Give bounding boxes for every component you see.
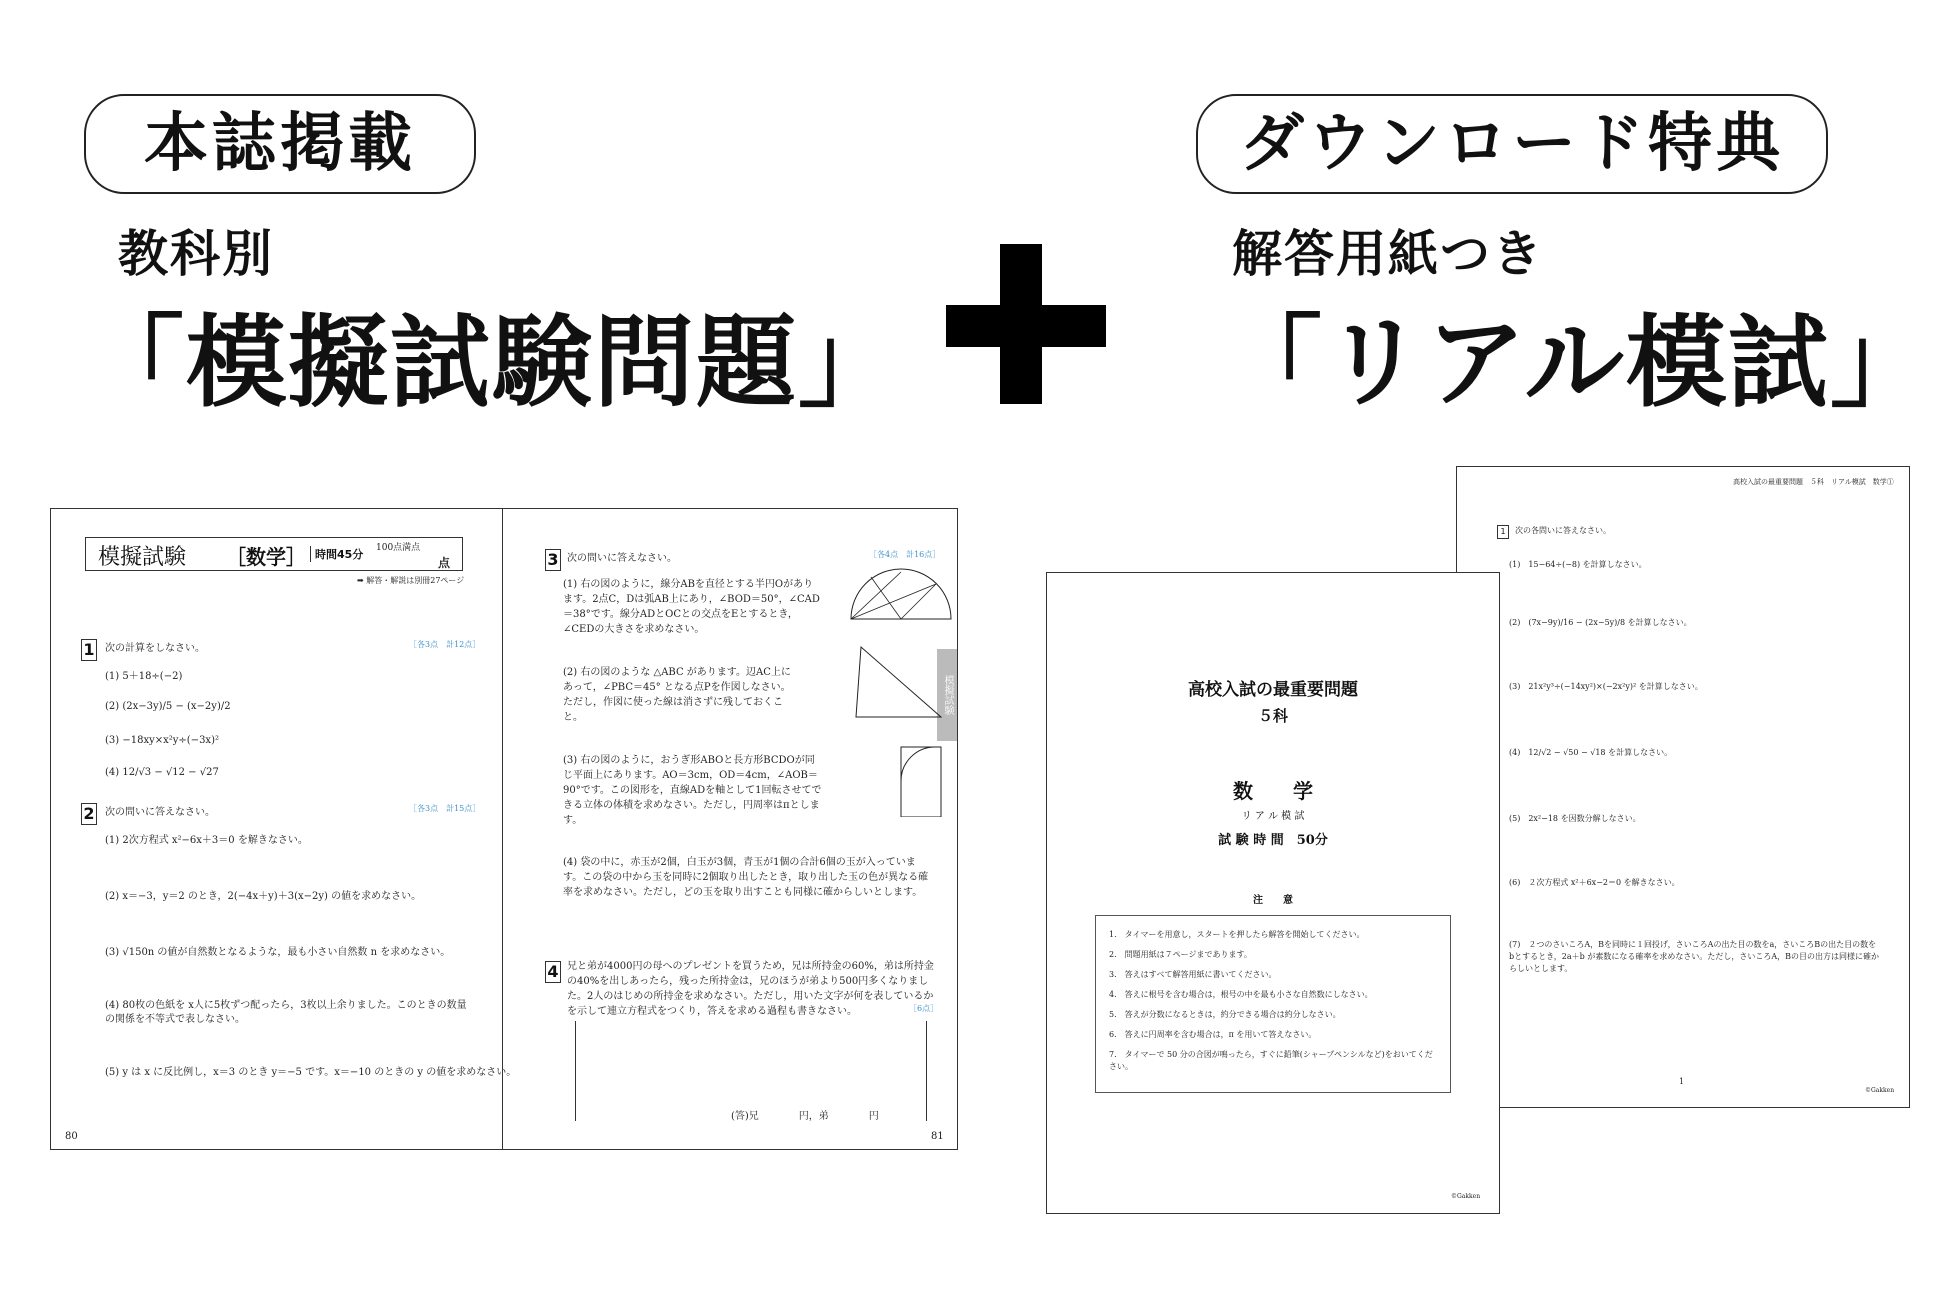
q1-instruction: 次の計算をしなさい。 — [105, 643, 205, 654]
book-spread — [50, 508, 958, 1150]
exam-score-unit: 点 — [438, 556, 451, 570]
q1-points: ［各3点 計12点］ — [409, 640, 481, 649]
cover-subtitle: ５科 — [1257, 707, 1288, 725]
q4-answer-box — [575, 1021, 927, 1121]
download-sheet-cover — [1046, 572, 1500, 1214]
answer-reference: ➡ 解答・解説は別冊27ページ — [357, 576, 465, 585]
sheet-item: (2) (7x−9y)/16 − (2x−5y)/8 を計算しなさい。 — [1509, 618, 1692, 627]
q3-instruction: 次の問いに答えなさい。 — [567, 553, 677, 564]
q2-item: (1) 2次方程式 x²−6x＋3＝0 を解きなさい。 — [105, 835, 308, 846]
q4-text: 兄と弟が4000円の母へのプレゼントを買うため，兄は所持金の60%，弟は所持金の40%を出しあったら，残った所持金は，兄のほうが弟より500円多くなりました。2人のはじめの所持金を求めなさい。ただし，用いた文字が何を表しているかを示して連立方程式をつくり，答えを求める過程も書きなさい。 — [567, 961, 934, 1017]
main-book-heading: 「模擬試験問題」 — [84, 304, 900, 421]
main-book-pill: 本誌掲載 — [84, 94, 476, 194]
q3-item: (3) 右の図のように，おうぎ形ABOと長方形BCDOが同じ平面上にあります。AO＝3cm，OD＝4cm，∠AOB＝90°です。この図形を，直線ADを軸として1回転させてできる立体の体積を求めなさい。ただし，円周率はπとします。 — [563, 755, 822, 826]
sheet-header: 高校入試の最重要問題 ５科 リアル模試 数学① — [1733, 478, 1894, 486]
notice-item: 5. 答えが分数になるときは，約分できる場合は約分しなさい。 — [1109, 1010, 1341, 1019]
page-number-right: 81 — [931, 1131, 944, 1142]
sheet-item: (6) ２次方程式 x²＋6x−2＝0 を解きなさい。 — [1509, 878, 1680, 887]
notice-item: 7. タイマーで 50 分の合図が鳴ったら，すぐに鉛筆(シャープペンシルなど)をおいてください。 — [1109, 1050, 1433, 1071]
notice-item: 1. タイマーを用意し，スタートを押したら解答を開始してください。 — [1109, 930, 1365, 939]
q3-item: (4) 袋の中に，赤玉が2個，白玉が3個，青玉が1個の合計6個の玉が入っています。この袋の中から玉を同時に2個取り出したとき，取り出した玉の色が異なる確率を求めなさい。ただし，どの玉を取り出すことも同様に確からしいとします。 — [563, 857, 929, 898]
notice-item: 4. 答えに根号を含む場合は，根号の中を最も小さな自然数にしなさい。 — [1109, 990, 1373, 999]
cover-time: 試 験 時 間 50分 — [1218, 833, 1328, 848]
sheet-intro: 次の各問いに答えなさい。 — [1515, 526, 1611, 535]
q2-item: (2) x＝−3，y＝2 のとき，2(−4x＋y)＋3(x−2y) の値を求めなさい。 — [105, 891, 422, 902]
q2-instruction: 次の問いに答えなさい。 — [105, 807, 215, 818]
main-book-subheading: 教科別 — [118, 225, 274, 283]
q1-item: (3) −18xy×x²y÷(−3x)² — [105, 735, 219, 746]
sheet-item: (4) 12/√2 − √50 − √18 を計算しなさい。 — [1509, 748, 1673, 757]
cover-subject: 数 学 — [1233, 779, 1313, 803]
q2-item: (5) y は x に反比例し，x＝3 のとき y＝−5 です。x＝−10 のときの y の値を求めなさい。 — [105, 1067, 517, 1078]
question-1-number: 1 — [81, 639, 97, 661]
download-bonus-pill: ダウンロード特典 — [1196, 94, 1828, 194]
q2-item: (3) √150n の値が自然数となるような，最も小さい自然数 n を求めなさい。 — [105, 947, 451, 958]
download-sheet-page1 — [1456, 466, 1910, 1108]
q3-item: (2) 右の図のような △ABC があります。辺AC上にあって，∠PBC＝45° となる点Pを作図しなさい。ただし，作図に使った線は消さずに残しておくこと。 — [563, 667, 791, 723]
cover-copyright: ©Gakken — [1451, 1193, 1481, 1200]
q4-answer-line: (答)兄 円，弟 円 — [731, 1111, 879, 1122]
q1-item: (1) 5＋18÷(−2) — [105, 671, 183, 682]
plus-sign-bar — [946, 305, 1106, 347]
q1-item: (4) 12/√3 − √12 − √27 — [105, 767, 219, 778]
exam-subject: ［数学］ — [226, 545, 306, 569]
question-4-number: 4 — [545, 961, 561, 983]
notice-item: 6. 答えに円周率を含む場合は，π を用いて答えなさい。 — [1109, 1030, 1317, 1039]
sheet-item: (1) 15−64÷(−8) を計算しなさい。 — [1509, 560, 1647, 569]
sheet-item: (5) 2x²−18 を因数分解しなさい。 — [1509, 814, 1641, 823]
q4-points: ［6点］ — [909, 1004, 939, 1013]
sheet-page-number: 1 — [1679, 1077, 1685, 1086]
sheet-question-number: 1 — [1497, 525, 1509, 539]
q3-item: (1) 右の図のように，線分ABを直径とする半円Oがあります。2点C，Dは弧AB上にあり，∠BOD＝50°，∠CAD＝38°です。線分ADとOCとの交点をEとするとき，∠CEDの大きさを求めなさい。 — [563, 579, 820, 635]
q2-item: (4) 80枚の色紙を x人に5枚ずつ配ったら，3枚以上余りました。このときの数量の関係を不等式で表しなさい。 — [105, 1000, 467, 1025]
q3-points: ［各4点 計16点］ — [869, 550, 941, 559]
sheet-copyright: ©Gakken — [1865, 1087, 1895, 1094]
q2-points: ［各3点 計15点］ — [409, 804, 481, 813]
side-tab: 模擬試験 — [937, 649, 957, 741]
sheet-item: (3) 21x²y³÷(−14xy²)×(−2x²y)² を計算しなさい。 — [1509, 682, 1703, 691]
download-heading: 「リアル模試」 — [1222, 304, 1932, 421]
exam-time: 時間45分 — [310, 546, 363, 562]
exam-full-marks: 100点満点 — [376, 543, 421, 553]
cover-title: 高校入試の最重要問題 — [1188, 680, 1358, 700]
question-3-number: 3 — [545, 549, 561, 571]
notice-heading: 注 意 — [1253, 895, 1293, 906]
sheet-item: (7) ２つのさいころA，Bを同時に１回投げ，さいころAの出た目の数をa，さいころBの出た目の数をbとするとき，2a＋b が素数になる確率を求めなさい。ただし，さいころA，Bの目の出方は同様に確からしいとします。 — [1509, 940, 1879, 973]
book-spine — [502, 509, 503, 1149]
notice-item: 3. 答えはすべて解答用紙に書いてください。 — [1109, 970, 1277, 979]
question-2-number: 2 — [81, 803, 97, 825]
exam-title: 模擬試験 — [98, 545, 187, 570]
q3-figures — [841, 567, 961, 817]
download-subheading: 解答用紙つき — [1232, 225, 1544, 283]
cover-kind: リ ア ル 模 試 — [1241, 811, 1305, 822]
notice-item: 2. 問題用紙は７ページまであります。 — [1109, 950, 1252, 959]
q1-item: (2) (2x−3y)/5 − (x−2y)/2 — [105, 701, 231, 712]
page-number-left: 80 — [65, 1131, 78, 1142]
exam-title-box — [85, 537, 463, 571]
